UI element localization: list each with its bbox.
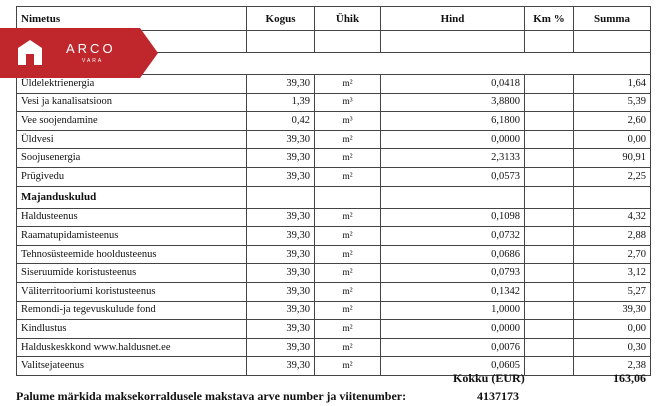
row-sum: 0,00 xyxy=(574,320,651,339)
row-quantity: 39,30 xyxy=(247,75,315,94)
row-unit: m² xyxy=(315,75,381,94)
header-unit: Ühik xyxy=(315,7,381,31)
row-vat xyxy=(525,208,574,227)
row-price: 2,3133 xyxy=(381,149,525,168)
row-sum: 4,32 xyxy=(574,208,651,227)
row-unit: m³ xyxy=(315,93,381,112)
row-vat xyxy=(525,301,574,320)
row-price: 0,1342 xyxy=(381,282,525,301)
row-sum: 2,88 xyxy=(574,227,651,246)
table-row xyxy=(17,93,651,112)
row-unit: m² xyxy=(315,320,381,339)
row-vat xyxy=(525,282,574,301)
header-quantity: Kogus xyxy=(247,7,315,31)
table-row xyxy=(17,167,651,186)
row-sum: 2,25 xyxy=(574,167,651,186)
row-unit: m² xyxy=(315,149,381,168)
row-price: 1,0000 xyxy=(381,301,525,320)
row-price: 3,8800 xyxy=(381,93,525,112)
row-quantity: 39,30 xyxy=(247,357,315,376)
row-sum: 5,39 xyxy=(574,93,651,112)
row-sum: 0,30 xyxy=(574,338,651,357)
row-quantity: 1,39 xyxy=(247,93,315,112)
payment-note xyxy=(16,389,650,404)
table-row xyxy=(17,208,651,227)
row-vat xyxy=(525,167,574,186)
row-name: Valitsejateenus xyxy=(17,357,247,376)
row-price: 0,0573 xyxy=(381,167,525,186)
row-price: 0,0686 xyxy=(381,245,525,264)
row-price: 0,0000 xyxy=(381,320,525,339)
row-unit: m² xyxy=(315,264,381,283)
row-vat xyxy=(525,75,574,94)
table-row xyxy=(17,301,651,320)
row-quantity: 39,30 xyxy=(247,227,315,246)
row-sum: 2,38 xyxy=(574,357,651,376)
row-quantity: 39,30 xyxy=(247,245,315,264)
arco-vara-logo xyxy=(0,28,158,78)
row-name: Vee soojendamine xyxy=(17,112,247,131)
row-quantity: 39,30 xyxy=(247,320,315,339)
row-price: 0,0000 xyxy=(381,130,525,149)
row-unit: m² xyxy=(315,167,381,186)
row-price: 0,1098 xyxy=(381,208,525,227)
row-vat xyxy=(525,264,574,283)
row-unit: m² xyxy=(315,357,381,376)
row-vat xyxy=(525,320,574,339)
total-value: 163,06 xyxy=(613,371,646,385)
row-unit: m² xyxy=(315,245,381,264)
table-row xyxy=(17,282,651,301)
row-vat xyxy=(525,245,574,264)
row-price: 0,0732 xyxy=(381,227,525,246)
section-title: Majanduskulud xyxy=(17,186,247,208)
row-unit: m² xyxy=(315,227,381,246)
table-row xyxy=(17,149,651,168)
row-unit: m³ xyxy=(315,112,381,131)
row-quantity: 39,30 xyxy=(247,167,315,186)
row-quantity: 39,30 xyxy=(247,301,315,320)
row-sum: 39,30 xyxy=(574,301,651,320)
row-name: Vesi ja kanalisatsioon xyxy=(17,93,247,112)
row-name: Tehnosüsteemide hooldusteenus xyxy=(17,245,247,264)
row-sum: 1,64 xyxy=(574,75,651,94)
table-row xyxy=(17,264,651,283)
header-vat: Km % xyxy=(525,7,574,31)
row-vat xyxy=(525,93,574,112)
table-row xyxy=(17,245,651,264)
row-vat xyxy=(525,130,574,149)
row-price: 0,0418 xyxy=(381,75,525,94)
row-name: Soojusenergia xyxy=(17,149,247,168)
row-name: Üldvesi xyxy=(17,130,247,149)
payment-note-text: Palume märkida maksekorraldusele makstava arve number ja viitenumber: xyxy=(16,389,407,403)
row-unit: m² xyxy=(315,208,381,227)
row-vat xyxy=(525,338,574,357)
header-name: Nimetus xyxy=(17,7,247,31)
row-price: 0,0793 xyxy=(381,264,525,283)
total-label: Kokku (EUR) xyxy=(453,371,525,385)
logo-wordmark: ARCO xyxy=(66,41,116,56)
table-header-row xyxy=(17,7,651,31)
row-unit: m² xyxy=(315,130,381,149)
row-unit: m² xyxy=(315,338,381,357)
reference-number: 4137173 xyxy=(477,389,519,403)
total-row xyxy=(16,371,650,387)
row-quantity: 39,30 xyxy=(247,208,315,227)
row-name: Väliterritooriumi koristusteenus xyxy=(17,282,247,301)
row-sum: 2,60 xyxy=(574,112,651,131)
table-row xyxy=(17,338,651,357)
row-quantity: 0,42 xyxy=(247,112,315,131)
row-price: 0,0605 xyxy=(381,357,525,376)
row-quantity: 39,30 xyxy=(247,338,315,357)
row-quantity: 39,30 xyxy=(247,149,315,168)
row-vat xyxy=(525,112,574,131)
table-row xyxy=(17,112,651,131)
row-name: Haldusteenus xyxy=(17,208,247,227)
row-name: Kindlustus xyxy=(17,320,247,339)
row-name: Raamatupidamisteenus xyxy=(17,227,247,246)
logo-subtitle: VARA xyxy=(82,58,104,64)
row-sum: 0,00 xyxy=(574,130,651,149)
row-vat xyxy=(525,227,574,246)
row-quantity: 39,30 xyxy=(247,264,315,283)
row-price: 0,0076 xyxy=(381,338,525,357)
row-name: Siseruumide koristusteenus xyxy=(17,264,247,283)
row-name: Üldelektrienergia xyxy=(17,75,247,94)
row-sum: 2,70 xyxy=(574,245,651,264)
row-quantity: 39,30 xyxy=(247,130,315,149)
table-row xyxy=(17,227,651,246)
row-name: Prügivedu xyxy=(17,167,247,186)
section-row xyxy=(17,186,651,208)
row-sum: 5,27 xyxy=(574,282,651,301)
table-row xyxy=(17,130,651,149)
row-sum: 90,91 xyxy=(574,149,651,168)
header-sum: Summa xyxy=(574,7,651,31)
row-price: 6,1800 xyxy=(381,112,525,131)
row-quantity: 39,30 xyxy=(247,282,315,301)
row-unit: m² xyxy=(315,282,381,301)
header-price: Hind xyxy=(381,7,525,31)
row-vat xyxy=(525,149,574,168)
row-name: Remondi-ja tegevuskulude fond xyxy=(17,301,247,320)
row-sum: 3,12 xyxy=(574,264,651,283)
row-name: Halduskeskkond www.haldusnet.ee xyxy=(17,338,247,357)
row-unit: m² xyxy=(315,301,381,320)
table-row xyxy=(17,320,651,339)
